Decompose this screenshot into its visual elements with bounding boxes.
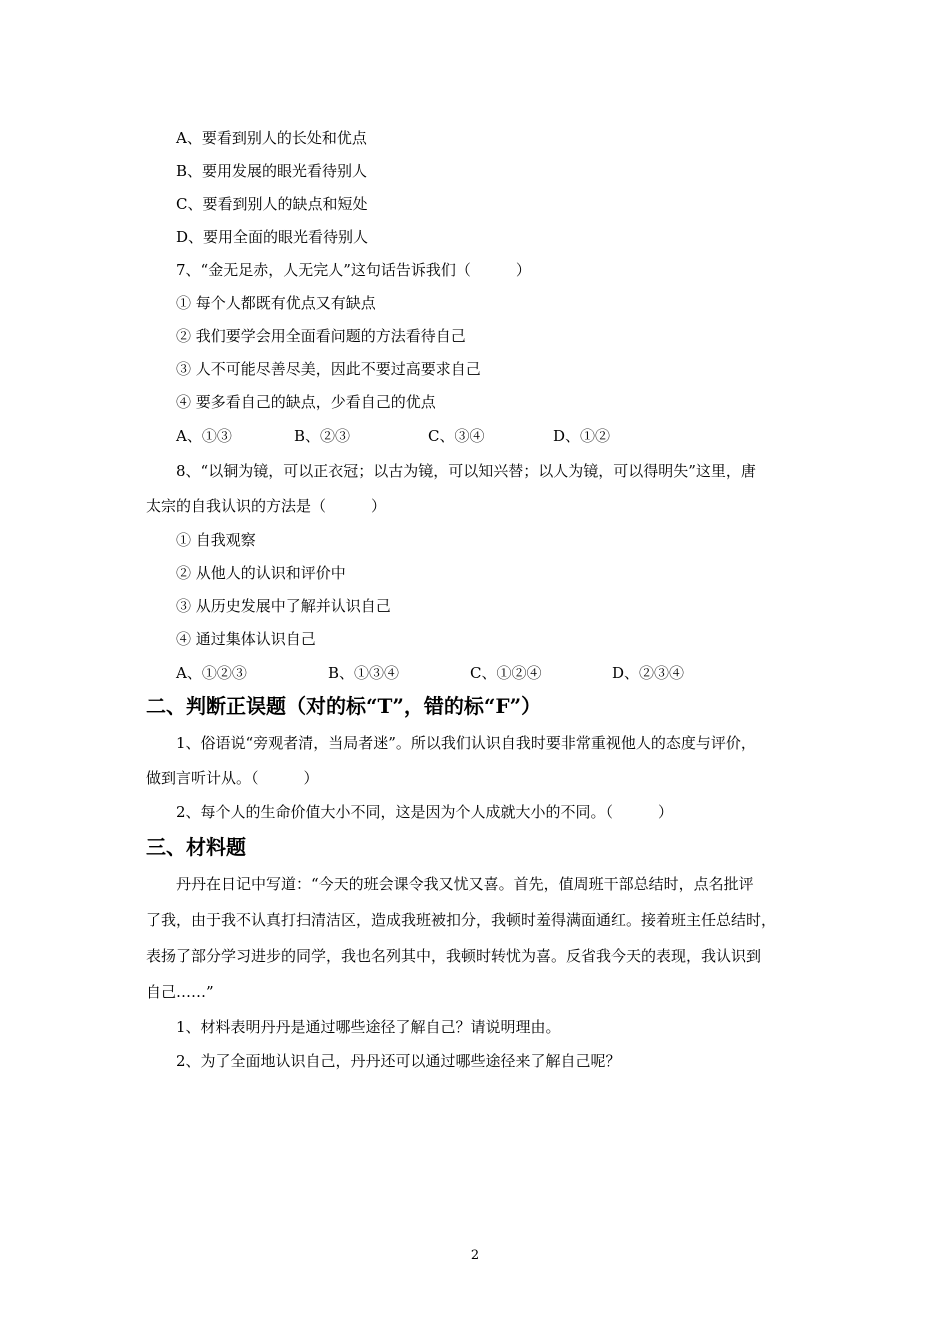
q7-item-4: ④ 要多看自己的缺点，少看自己的优点 <box>176 393 436 411</box>
material-question-2: 2、为了全面地认识自己，丹丹还可以通过哪些途径来了解自己呢？ <box>176 1052 621 1070</box>
q7-choice-b: B、②③ <box>294 427 351 445</box>
q7-choice-a: A、①③ <box>176 427 232 445</box>
section2-heading: 二、判断正误题（对的标“T”，错的标“F”） <box>146 694 542 718</box>
q8-choice-c: C、①②④ <box>470 664 542 682</box>
q7-choice-d: D、①② <box>553 427 611 445</box>
material-line-2: 了我，由于我不认真打扫清洁区，造成我班被扣分，我顿时羞得满面通红。接着班主任总结时， <box>146 911 777 929</box>
q8-choice-b: B、①③④ <box>328 664 400 682</box>
section3-heading: 三、材料题 <box>146 835 246 859</box>
section2-q1-line2: 做到言听计从。（ ） <box>146 769 319 787</box>
q8-item-1: ① 自我观察 <box>176 531 256 549</box>
q8-item-4: ④ 通过集体认识自己 <box>176 630 316 648</box>
q8-stem-line2: 太宗的自我认识的方法是（ ） <box>146 497 387 515</box>
q8-stem-line1: 8、“以铜为镜，可以正衣冠；以古为镜，可以知兴替；以人为镜，可以得明失”这里，唐 <box>176 462 756 480</box>
q8-choice-d: D、②③④ <box>612 664 685 682</box>
q6-option-b: B、要用发展的眼光看待别人 <box>176 162 368 180</box>
q7-choice-c: C、③④ <box>428 427 485 445</box>
q7-item-1: ① 每个人都既有优点又有缺点 <box>176 294 376 312</box>
material-line-4: 自己……” <box>146 983 214 1001</box>
q6-option-a: A、要看到别人的长处和优点 <box>176 129 367 147</box>
q8-item-2: ② 从他人的认识和评价中 <box>176 564 346 582</box>
section2-q1-line1: 1、俗语说“旁观者清，当局者迷”。所以我们认识自我时要非常重视他人的态度与评价， <box>176 734 756 752</box>
q8-choice-a: A、①②③ <box>176 664 247 682</box>
q8-item-3: ③ 从历史发展中了解并认识自己 <box>176 597 391 615</box>
q7-item-2: ② 我们要学会用全面看问题的方法看待自己 <box>176 327 466 345</box>
q7-item-3: ③ 人不可能尽善尽美，因此不要过高要求自己 <box>176 360 481 378</box>
q6-option-d: D、要用全面的眼光看待别人 <box>176 228 369 246</box>
material-line-1: 丹丹在日记中写道：“今天的班会课令我又忧又喜。首先，值周班干部总结时，点名批评 <box>176 875 754 893</box>
q6-option-c: C、要看到别人的缺点和短处 <box>176 195 368 213</box>
page-number: 2 <box>470 1248 480 1263</box>
q7-stem: 7、“金无足赤，人无完人”这句话告诉我们（ ） <box>176 261 531 279</box>
section2-q2: 2、每个人的生命价值大小不同，这是因为个人成就大小的不同。（ ） <box>176 803 674 821</box>
material-line-3: 表扬了部分学习进步的同学，我也名列其中，我顿时转忧为喜。反省我今天的表现，我认识到 <box>146 947 762 965</box>
material-question-1: 1、材料表明丹丹是通过哪些途径了解自己？请说明理由。 <box>176 1018 561 1036</box>
